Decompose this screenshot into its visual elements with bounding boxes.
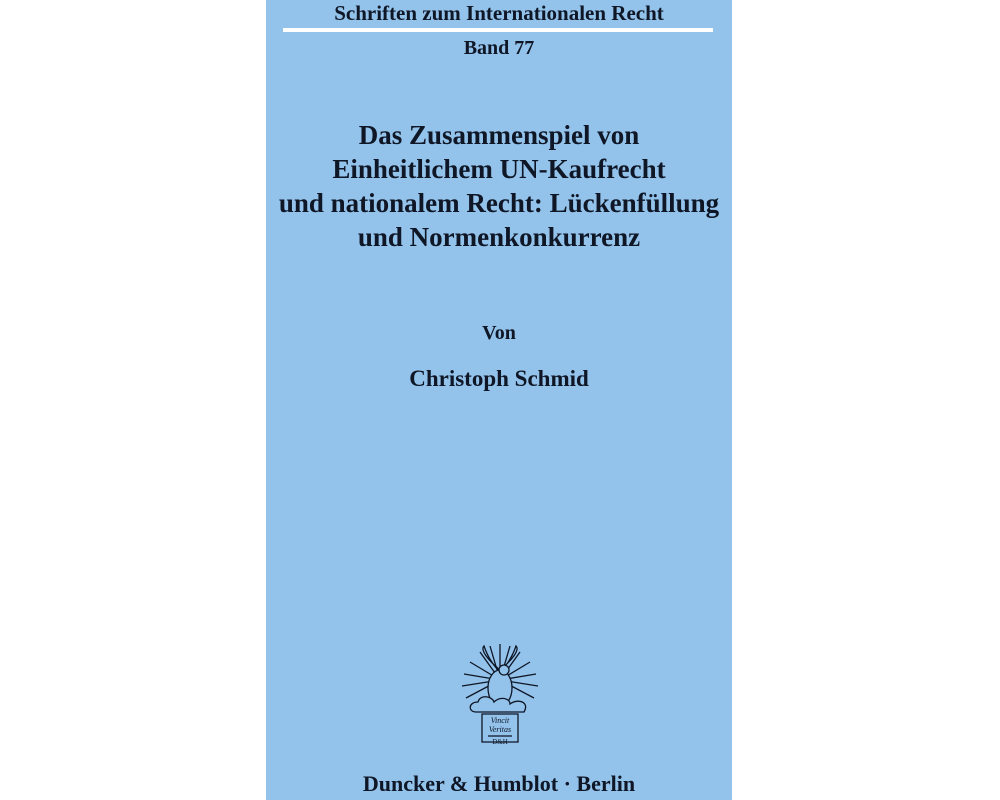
series-title: Schriften zum Internationalen Recht xyxy=(334,1,664,25)
title-line: Das Zusammenspiel von xyxy=(358,120,640,150)
title-line: und nationalem Recht: Lückenfüllung xyxy=(278,188,720,218)
author-name: Christoph Schmid xyxy=(409,366,589,391)
svg-text:Veritas: Veritas xyxy=(488,725,512,734)
divider-rule xyxy=(283,28,713,32)
publisher: Duncker & Humblot · Berlin xyxy=(362,771,636,796)
book-cover xyxy=(266,0,732,800)
volume-number: Band 77 xyxy=(463,37,535,59)
book-title xyxy=(266,118,732,254)
by-label: Von xyxy=(482,322,516,344)
title-line: und Normenkonkurrenz xyxy=(357,222,641,252)
svg-text:D&H: D&H xyxy=(492,738,508,746)
eagle-logo-icon xyxy=(458,640,542,750)
title-line: Einheitlichem UN-Kaufrecht xyxy=(332,154,666,184)
svg-text:Vincit: Vincit xyxy=(490,716,510,725)
